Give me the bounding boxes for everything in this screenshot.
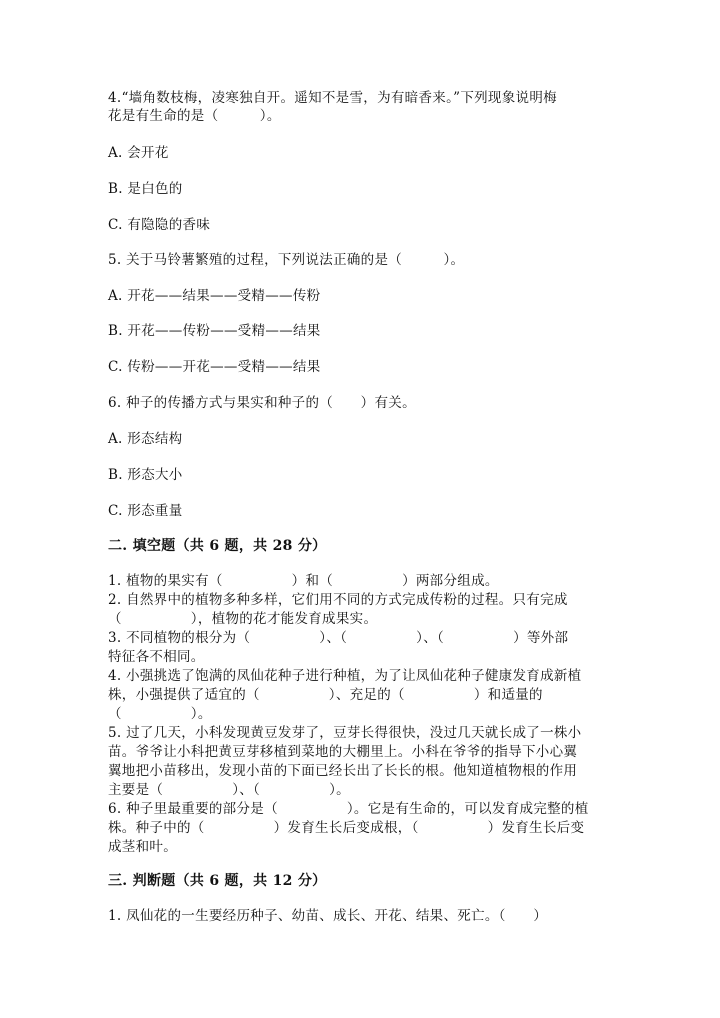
question-6-option-b: B. 形态大小 [108,467,183,483]
fill-line-2: 2. 自然界中的植物多种多样，它们用不同的方式完成传粉的过程。只有完成 [108,592,568,608]
question-6-option-c: C. 形态重量 [108,503,183,519]
question-5-option-a: A. 开花——结果——受精——传粉 [108,288,321,304]
fill-section-heading: 二. 填空题（共 6 题，共 28 分） [108,538,327,554]
fill-line-11: 翼地把小苗移出，发现小苗的下面已经长出了长长的根。他知道植物根的作用 [108,763,578,779]
fill-line-7: 株，小强提供了适宜的（ ）、充足的（ ）和适量的 [108,687,543,703]
judge-section-heading: 三. 判断题（共 6 题，共 12 分） [108,873,327,889]
question-4-option-a: A. 会开花 [108,145,169,161]
fill-line-5: 特征各不相同。 [108,649,205,665]
fill-line-1: 1. 植物的果实有（ ）和（ ）两部分组成。 [108,573,499,589]
fill-line-9: 5. 过了几天，小科发现黄豆发芽了，豆芽长得很快，没过几天就长成了一株小 [108,725,582,741]
question-5-stem: 5. 关于马铃薯繁殖的过程，下列说法正确的是（ ）。 [108,252,465,268]
question-4-line-2: 花是有生命的是（ ）。 [108,108,281,124]
question-6-option-a: A. 形态结构 [108,431,183,447]
question-4-option-c: C. 有隐隐的香味 [108,217,211,233]
question-6-stem: 6. 种子的传播方式与果实和种子的（ ）有关。 [108,395,416,411]
fill-line-10: 苗。爷爷让小科把黄豆芽移植到菜地的大棚里上。小科在爷爷的指导下小心翼 [108,744,578,760]
question-5-option-b: B. 开花——传粉——受精——结果 [108,323,321,339]
question-5-option-c: C. 传粉——开花——受精——结果 [108,359,321,375]
question-4-option-b: B. 是白色的 [108,181,183,197]
question-4-line-1: 4.“墙角数枝梅，凌寒独自开。遥知不是雪，为有暗香来。”下列现象说明梅 [108,90,557,106]
fill-line-13: 6. 种子里最重要的部分是（ ）。它是有生命的，可以发育成完整的植 [108,801,589,817]
fill-line-4: 3. 不同植物的根分为（ ）、（ ）、（ ）等外部 [108,630,569,646]
fill-line-12: 主要是（ ）、（ ）。 [108,782,350,798]
fill-line-3: （ ），植物的花才能发育成果实。 [108,611,378,627]
judge-question-1: 1. 凤仙花的一生要经历种子、幼苗、成长、开花、结果、死亡。（ ） [108,908,548,924]
fill-line-8: （ ）。 [108,706,212,722]
fill-line-6: 4. 小强挑选了饱满的凤仙花种子进行种植，为了让凤仙花种子健康发育成新植 [108,668,582,684]
fill-line-15: 成茎和叶。 [108,839,177,855]
fill-line-14: 株。种子中的（ ）发育生长后变成根，（ ）发育生长后变 [108,820,585,836]
